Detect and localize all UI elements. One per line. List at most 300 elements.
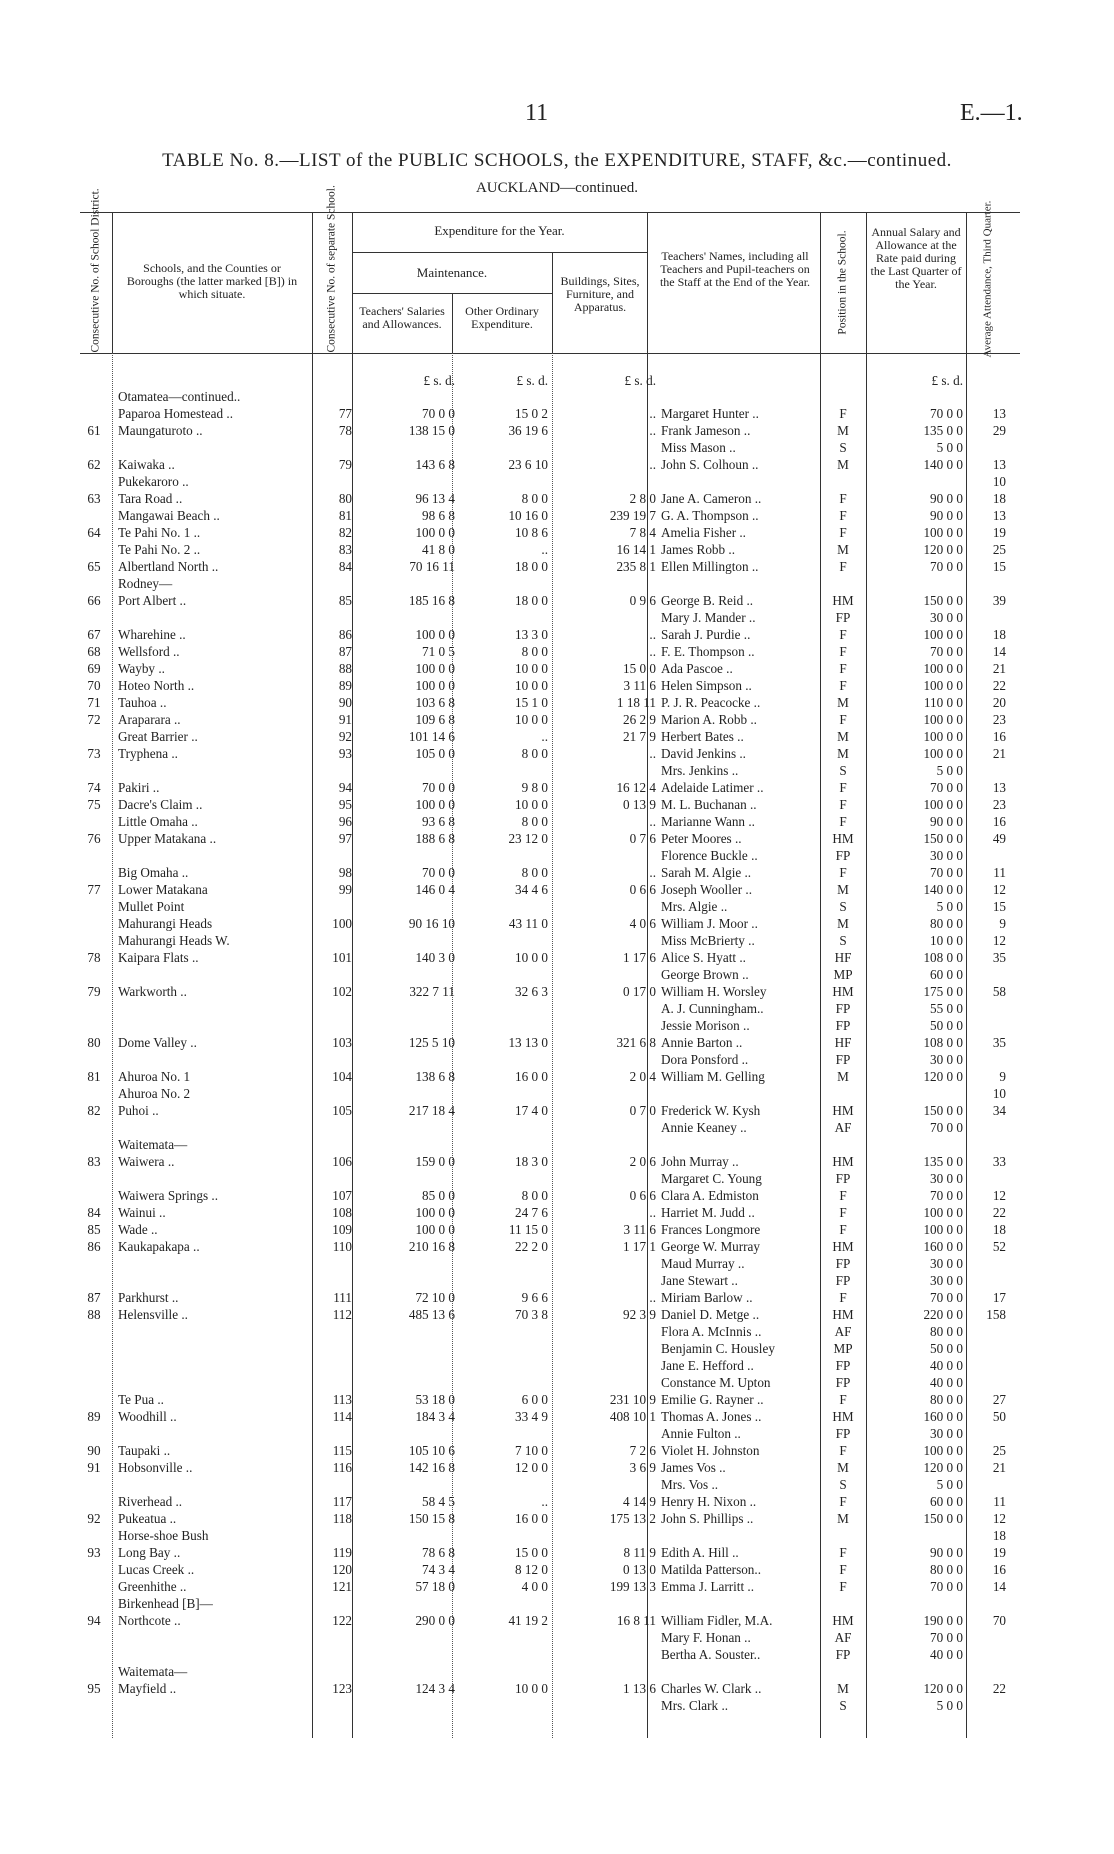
- consec-no: 63: [87, 491, 101, 506]
- school-name: Upper Matakana ..: [118, 831, 217, 846]
- attendance: 14: [992, 644, 1006, 659]
- consec-no: 62: [87, 457, 101, 472]
- consec-no: 91: [87, 1460, 101, 1475]
- table-row: [0, 388, 1114, 405]
- school-no: 115: [332, 1443, 352, 1458]
- consec-no: 74: [87, 780, 101, 795]
- table-row: [0, 1272, 1114, 1289]
- position: FP: [835, 1171, 851, 1186]
- teacher-name: John S. Phillips ..: [661, 1511, 754, 1526]
- buildings: 231 10 9: [609, 1392, 656, 1407]
- position: F: [839, 491, 847, 506]
- table-row: [0, 1102, 1114, 1119]
- position: F: [839, 1545, 847, 1560]
- school-name: Port Albert ..: [118, 593, 187, 608]
- school-no: 81: [338, 508, 352, 523]
- school-no: 103: [332, 1035, 352, 1050]
- position: F: [839, 508, 847, 523]
- buildings: 1 13 6: [623, 1681, 656, 1696]
- school-name: Te Pahi No. 2 ..: [118, 542, 201, 557]
- position: FP: [835, 1256, 851, 1271]
- other-expenditure: 8 0 0: [521, 644, 548, 659]
- other-expenditure: 18 0 0: [515, 559, 548, 574]
- teacher-name: George Brown ..: [661, 967, 749, 982]
- table-row: [0, 966, 1114, 983]
- school-name: Long Bay ..: [118, 1545, 181, 1560]
- position: FP: [835, 848, 851, 863]
- school-name: Ahuroa No. 2: [118, 1086, 191, 1101]
- buildings: ..: [649, 746, 656, 761]
- other-expenditure: 8 0 0: [521, 814, 548, 829]
- attendance: 21: [992, 661, 1006, 676]
- school-no: 119: [332, 1545, 352, 1560]
- currency-buildings: £ s. d.: [624, 373, 656, 388]
- table-row: [0, 1204, 1114, 1221]
- buildings: 16 12 4: [616, 780, 656, 795]
- school-name: Riverhead ..: [118, 1494, 183, 1509]
- other-expenditure: 22 2 0: [515, 1239, 548, 1254]
- buildings: ..: [649, 644, 656, 659]
- buildings: ..: [649, 457, 656, 472]
- buildings: 3 11 6: [623, 678, 656, 693]
- salary: 120 0 0: [923, 1681, 963, 1696]
- school-name: Birkenhead [B]—: [118, 1596, 213, 1611]
- school-no: 93: [338, 746, 352, 761]
- position: HF: [834, 1035, 852, 1050]
- consec-no: 89: [87, 1409, 101, 1424]
- other-expenditure: 12 0 0: [515, 1460, 548, 1475]
- position: HM: [832, 1103, 854, 1118]
- attendance: 18: [992, 491, 1006, 506]
- teacher-name: Violet H. Johnston: [661, 1443, 760, 1458]
- teacher-name: Maud Murray ..: [661, 1256, 745, 1271]
- other-expenditure: 17 4 0: [515, 1103, 548, 1118]
- teachers-salaries: 70 0 0: [422, 406, 455, 421]
- teachers-salaries: 100 0 0: [415, 1222, 455, 1237]
- teacher-name: Mary F. Honan ..: [661, 1630, 751, 1645]
- teacher-name: Flora A. McInnis ..: [661, 1324, 762, 1339]
- teachers-salaries: 90 16 10: [408, 916, 455, 931]
- table-row: [0, 1408, 1114, 1425]
- header-teachers-salaries: Teachers' Salaries and Allowances.: [359, 304, 445, 331]
- teachers-salaries: 125 5 10: [408, 1035, 455, 1050]
- school-no: 107: [332, 1188, 352, 1203]
- salary: 30 0 0: [930, 1426, 963, 1441]
- salary: 30 0 0: [930, 848, 963, 863]
- buildings: 4 0 6: [629, 916, 656, 931]
- position: HM: [832, 1154, 854, 1169]
- consec-no: 95: [87, 1681, 101, 1696]
- other-expenditure: 8 0 0: [521, 1188, 548, 1203]
- table-row: [0, 1595, 1114, 1612]
- buildings: 7 2 6: [629, 1443, 656, 1458]
- teachers-salaries: 322 7 11: [409, 984, 455, 999]
- header-other-expenditure: Other Ordinary Expenditure.: [465, 304, 539, 331]
- position: FP: [835, 1018, 851, 1033]
- teachers-salaries: 70 0 0: [422, 780, 455, 795]
- school-no: 85: [338, 593, 352, 608]
- table-row: [0, 1578, 1114, 1595]
- position: M: [837, 1460, 849, 1475]
- attendance: 158: [986, 1307, 1006, 1322]
- school-no: 79: [338, 457, 352, 472]
- salary: 30 0 0: [930, 1052, 963, 1067]
- attendance: 23: [992, 712, 1006, 727]
- buildings: 2 0 4: [629, 1069, 656, 1084]
- salary: 80 0 0: [930, 1324, 963, 1339]
- attendance: 25: [992, 1443, 1006, 1458]
- school-no: 77: [338, 406, 352, 421]
- buildings: ..: [649, 406, 656, 421]
- school-name: Mangawai Beach ..: [118, 508, 220, 523]
- teacher-name: Annie Fulton ..: [661, 1426, 741, 1441]
- attendance: 11: [993, 865, 1006, 880]
- school-name: Tara Road ..: [118, 491, 183, 506]
- position: S: [839, 763, 847, 778]
- table-row: [0, 643, 1114, 660]
- expenditure-rule: [352, 252, 647, 253]
- salary: 150 0 0: [923, 593, 963, 608]
- consec-no: 87: [87, 1290, 101, 1305]
- salary: 60 0 0: [930, 1494, 963, 1509]
- header-sep-no: Consecutive No. of separate School.: [325, 185, 338, 353]
- position: HM: [832, 1307, 854, 1322]
- position: F: [839, 1494, 847, 1509]
- table-row: [0, 1187, 1114, 1204]
- other-expenditure: 23 6 10: [508, 457, 548, 472]
- school-no: 90: [338, 695, 352, 710]
- table-row: [0, 660, 1114, 677]
- school-no: 118: [332, 1511, 352, 1526]
- table-row: [0, 1051, 1114, 1068]
- salary: 80 0 0: [930, 1392, 963, 1407]
- teachers-salaries: 143 6 8: [415, 457, 455, 472]
- table-row: [0, 1255, 1114, 1272]
- table-row: [0, 1238, 1114, 1255]
- school-no: 100: [332, 916, 352, 931]
- teachers-salaries: 150 15 8: [408, 1511, 455, 1526]
- buildings: ..: [649, 1290, 656, 1305]
- position: AF: [834, 1120, 852, 1135]
- table-row: [0, 1561, 1114, 1578]
- consec-no: 94: [87, 1613, 101, 1628]
- buildings: 0 17 0: [623, 984, 656, 999]
- other-expenditure: 8 0 0: [521, 865, 548, 880]
- buildings: 0 9 6: [629, 593, 656, 608]
- school-no: 98: [338, 865, 352, 880]
- teachers-salaries: 93 6 8: [422, 814, 455, 829]
- position: HM: [832, 1409, 854, 1424]
- position: F: [839, 1205, 847, 1220]
- teachers-salaries: 485 13 6: [408, 1307, 455, 1322]
- consec-no: 65: [87, 559, 101, 574]
- teacher-name: Florence Buckle ..: [661, 848, 758, 863]
- teachers-salaries: 85 0 0: [422, 1188, 455, 1203]
- buildings: 235 8 1: [616, 559, 656, 574]
- teachers-salaries: 100 0 0: [415, 678, 455, 693]
- attendance: 15: [992, 559, 1006, 574]
- school-no: 122: [332, 1613, 352, 1628]
- consec-no: 84: [87, 1205, 101, 1220]
- buildings: 0 7 0: [629, 1103, 656, 1118]
- buildings: 3 6 9: [629, 1460, 656, 1475]
- attendance: 29: [992, 423, 1006, 438]
- table-row: [0, 626, 1114, 643]
- teachers-salaries: 70 0 0: [422, 865, 455, 880]
- consec-no: 71: [87, 695, 101, 710]
- school-name: Waitemata—: [118, 1664, 188, 1679]
- school-name: Horse-shoe Bush: [118, 1528, 209, 1543]
- teachers-salaries: 138 15 0: [408, 423, 455, 438]
- position: M: [837, 1069, 849, 1084]
- teachers-salaries: 109 6 8: [415, 712, 455, 727]
- position: MP: [833, 967, 853, 982]
- salary: 80 0 0: [930, 916, 963, 931]
- teacher-name: Annie Barton ..: [661, 1035, 743, 1050]
- other-expenditure: 36 19 6: [508, 423, 548, 438]
- buildings: 0 7 6: [629, 831, 656, 846]
- consec-no: 75: [87, 797, 101, 812]
- salary: 100 0 0: [923, 729, 963, 744]
- buildings: 0 6 6: [629, 882, 656, 897]
- consec-no: 88: [87, 1307, 101, 1322]
- other-expenditure: 10 0 0: [515, 678, 548, 693]
- position: F: [839, 1443, 847, 1458]
- salary: 140 0 0: [923, 882, 963, 897]
- school-name: Big Omaha ..: [118, 865, 189, 880]
- buildings: 2 0 6: [629, 1154, 656, 1169]
- other-expenditure: 9 6 6: [521, 1290, 548, 1305]
- attendance: 52: [992, 1239, 1006, 1254]
- teachers-salaries: 70 16 11: [409, 559, 455, 574]
- school-no: 114: [332, 1409, 352, 1424]
- buildings: 408 10 1: [609, 1409, 656, 1424]
- salary: 90 0 0: [930, 814, 963, 829]
- other-expenditure: 10 0 0: [515, 950, 548, 965]
- school-name: Rodney—: [118, 576, 173, 591]
- salary: 70 0 0: [930, 559, 963, 574]
- attendance: 22: [992, 1205, 1006, 1220]
- teachers-salaries: 217 18 4: [408, 1103, 455, 1118]
- attendance: 33: [992, 1154, 1006, 1169]
- table-row: [0, 1306, 1114, 1323]
- table-row: [0, 1374, 1114, 1391]
- school-no: 104: [332, 1069, 352, 1084]
- teacher-name: Henry H. Nixon ..: [661, 1494, 757, 1509]
- teacher-name: William M. Gelling: [661, 1069, 765, 1084]
- table-subtitle: AUCKLAND—continued.: [475, 180, 639, 196]
- teacher-name: Dora Ponsford ..: [661, 1052, 749, 1067]
- salary: 30 0 0: [930, 610, 963, 625]
- salary: 70 0 0: [930, 1290, 963, 1305]
- position: F: [839, 678, 847, 693]
- other-expenditure: ..: [541, 1494, 548, 1509]
- position: F: [839, 644, 847, 659]
- teachers-salaries: 100 0 0: [415, 627, 455, 642]
- salary: 150 0 0: [923, 1511, 963, 1526]
- table-row: [0, 881, 1114, 898]
- position: M: [837, 457, 849, 472]
- attendance: 58: [992, 984, 1006, 999]
- position: HM: [832, 1239, 854, 1254]
- school-no: 106: [332, 1154, 352, 1169]
- table-row: [0, 1680, 1114, 1697]
- attendance: 11: [993, 1494, 1006, 1509]
- table-row: [0, 1612, 1114, 1629]
- buildings: 16 14 1: [616, 542, 656, 557]
- position: F: [839, 1222, 847, 1237]
- position: F: [839, 406, 847, 421]
- other-expenditure: 18 0 0: [515, 593, 548, 608]
- teacher-name: Jessie Morison ..: [661, 1018, 750, 1033]
- teacher-name: David Jenkins ..: [661, 746, 746, 761]
- school-no: 101: [332, 950, 352, 965]
- teacher-name: Herbert Bates ..: [661, 729, 744, 744]
- school-name: Maungaturoto ..: [118, 423, 203, 438]
- school-name: Great Barrier ..: [118, 729, 198, 744]
- consec-no: 76: [87, 831, 101, 846]
- teacher-name: Peter Moores ..: [661, 831, 742, 846]
- salary: 5 0 0: [936, 1698, 963, 1713]
- buildings: 7 8 4: [629, 525, 656, 540]
- other-expenditure: 10 0 0: [515, 797, 548, 812]
- position: S: [839, 1698, 847, 1713]
- school-name: Te Pahi No. 1 ..: [118, 525, 201, 540]
- salary: 100 0 0: [923, 661, 963, 676]
- position: F: [839, 627, 847, 642]
- salary: 55 0 0: [930, 1001, 963, 1016]
- school-no: 95: [338, 797, 352, 812]
- attendance: 13: [992, 406, 1006, 421]
- position: MP: [833, 1341, 853, 1356]
- teachers-salaries: 138 6 8: [415, 1069, 455, 1084]
- salary: 30 0 0: [930, 1273, 963, 1288]
- school-no: 121: [332, 1579, 352, 1594]
- school-name: Taupaki ..: [118, 1443, 171, 1458]
- position: M: [837, 882, 849, 897]
- other-expenditure: 23 12 0: [508, 831, 548, 846]
- teachers-salaries: 159 0 0: [415, 1154, 455, 1169]
- table-row: [0, 1136, 1114, 1153]
- school-no: 97: [338, 831, 352, 846]
- school-name: Pukeatua ..: [118, 1511, 177, 1526]
- table-row: [0, 439, 1114, 456]
- table-row: [0, 490, 1114, 507]
- other-expenditure: 43 11 0: [508, 916, 548, 931]
- consec-no: 86: [87, 1239, 101, 1254]
- attendance: 25: [992, 542, 1006, 557]
- school-no: 78: [338, 423, 352, 438]
- attendance: 34: [992, 1103, 1006, 1118]
- salary: 108 0 0: [923, 950, 963, 965]
- consec-no: 80: [87, 1035, 101, 1050]
- school-name: Greenhithe ..: [118, 1579, 187, 1594]
- teachers-salaries: 58 4 5: [422, 1494, 455, 1509]
- header-bottom-rule: [80, 353, 1020, 354]
- teachers-salaries: 146 0 4: [415, 882, 455, 897]
- school-name: Woodhill ..: [118, 1409, 177, 1424]
- consec-no: 83: [87, 1154, 101, 1169]
- table-row: [0, 1323, 1114, 1340]
- teacher-name: Charles W. Clark ..: [661, 1681, 762, 1696]
- salary: 100 0 0: [923, 1205, 963, 1220]
- teachers-salaries: 57 18 0: [415, 1579, 455, 1594]
- table-row: [0, 1459, 1114, 1476]
- consec-no: 69: [87, 661, 101, 676]
- teacher-name: Ellen Millington ..: [661, 559, 759, 574]
- attendance: 18: [992, 1222, 1006, 1237]
- teacher-name: Ada Pascoe ..: [661, 661, 733, 676]
- attendance: 12: [992, 1511, 1006, 1526]
- salary: 40 0 0: [930, 1647, 963, 1662]
- table-row: [0, 575, 1114, 592]
- school-no: 105: [332, 1103, 352, 1118]
- table-row: [0, 762, 1114, 779]
- currency-teachers: £ s. d.: [423, 373, 455, 388]
- school-name: Mahurangi Heads W.: [118, 933, 230, 948]
- position: F: [839, 1579, 847, 1594]
- table-row: [0, 1510, 1114, 1527]
- other-expenditure: 18 3 0: [515, 1154, 548, 1169]
- position: FP: [835, 1052, 851, 1067]
- salary: 120 0 0: [923, 542, 963, 557]
- school-name: Waitemata—: [118, 1137, 188, 1152]
- buildings: ..: [649, 627, 656, 642]
- school-no: 112: [332, 1307, 352, 1322]
- salary: 30 0 0: [930, 1171, 963, 1186]
- position: HM: [832, 984, 854, 999]
- other-expenditure: 8 0 0: [521, 746, 548, 761]
- header-salary: Annual Salary and Allowance at the Rate paid during the Last Quarter of the Year.: [870, 225, 962, 291]
- table-row: [0, 558, 1114, 575]
- currency-row: [0, 372, 1114, 389]
- salary: 50 0 0: [930, 1018, 963, 1033]
- teachers-salaries: 100 0 0: [415, 1205, 455, 1220]
- school-name: Wayby ..: [118, 661, 165, 676]
- consec-no: 90: [87, 1443, 101, 1458]
- salary: 5 0 0: [936, 763, 963, 778]
- other-expenditure: 13 13 0: [508, 1035, 548, 1050]
- teachers-salaries: 100 0 0: [415, 661, 455, 676]
- attendance: 18: [992, 627, 1006, 642]
- teacher-name: Daniel D. Metge ..: [661, 1307, 760, 1322]
- salary: 135 0 0: [923, 1154, 963, 1169]
- teacher-name: Clara A. Edmiston: [661, 1188, 759, 1203]
- buildings: 3 11 6: [623, 1222, 656, 1237]
- school-no: 83: [338, 542, 352, 557]
- buildings: 4 14 9: [623, 1494, 656, 1509]
- salary: 100 0 0: [923, 746, 963, 761]
- salary: 100 0 0: [923, 627, 963, 642]
- salary: 80 0 0: [930, 1562, 963, 1577]
- teachers-salaries: 100 0 0: [415, 797, 455, 812]
- school-name: Dome Valley ..: [118, 1035, 197, 1050]
- teacher-name: Helen Simpson ..: [661, 678, 752, 693]
- table-row: [0, 1391, 1114, 1408]
- other-expenditure: 9 8 0: [521, 780, 548, 795]
- school-name: Mayfield ..: [118, 1681, 177, 1696]
- other-expenditure: 10 0 0: [515, 1681, 548, 1696]
- attendance: 70: [992, 1613, 1006, 1628]
- salary: 160 0 0: [923, 1409, 963, 1424]
- consec-no: 93: [87, 1545, 101, 1560]
- table-row: [0, 456, 1114, 473]
- teacher-name: Adelaide Latimer ..: [661, 780, 764, 795]
- school-no: 111: [333, 1290, 352, 1305]
- teachers-salaries: 98 6 8: [422, 508, 455, 523]
- teachers-salaries: 188 6 8: [415, 831, 455, 846]
- attendance: 19: [992, 1545, 1006, 1560]
